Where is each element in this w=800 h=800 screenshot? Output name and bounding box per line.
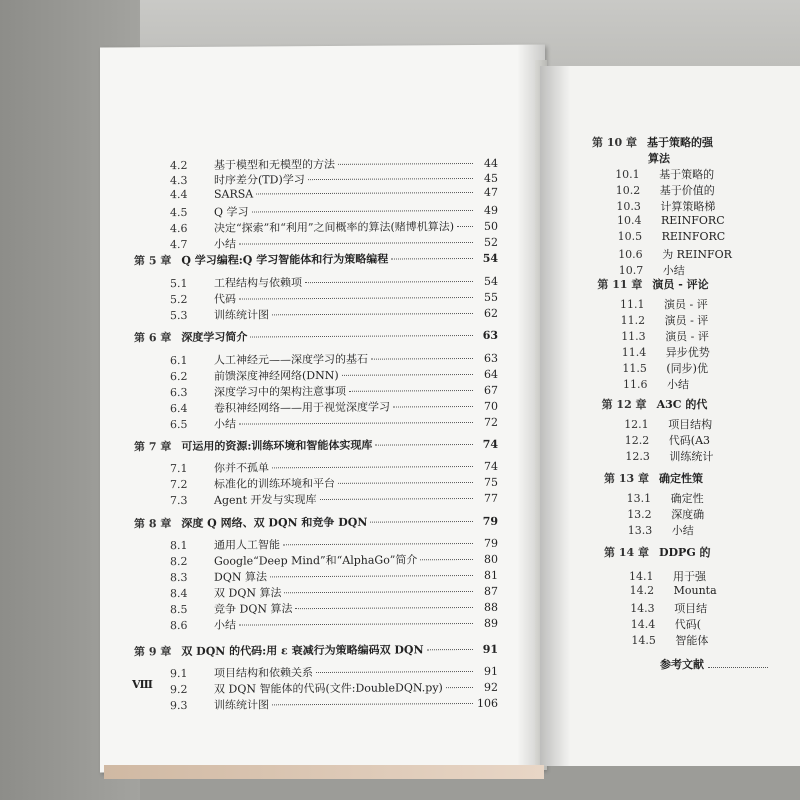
toc-title: 项目结 (674, 602, 708, 615)
toc-title: Agent 开发与实现库 (214, 493, 317, 507)
toc-leader-dots (305, 281, 473, 283)
toc-section-entry (617, 214, 725, 227)
toc-number: 10.1 (615, 168, 640, 181)
toc-title: 确定性 (670, 492, 704, 505)
toc-title: REINFORC (661, 214, 725, 227)
toc-page-number: 67 (484, 383, 498, 397)
toc-title: 通用人工智能 (214, 538, 280, 552)
toc-leader-dots (338, 163, 473, 165)
toc-title: DQN 算法 (214, 570, 267, 584)
toc-title: REINFORC (661, 230, 726, 243)
toc-chapter-entry (604, 544, 711, 560)
toc-number: 5.2 (170, 292, 188, 307)
toc-number: 第 6 章 (134, 331, 172, 345)
toc-page-number: 74 (484, 459, 498, 473)
toc-number: 7.3 (170, 493, 188, 508)
toc-chapter-entry (604, 470, 703, 486)
toc-number: 8.2 (170, 554, 188, 569)
toc-title: 小结 (662, 264, 685, 277)
toc-section-entry (624, 416, 712, 432)
toc-leader-dots (393, 406, 473, 408)
toc-page-number: 77 (484, 491, 498, 505)
toc-title: 你并不孤单 (214, 461, 269, 475)
toc-section-entry (615, 166, 714, 182)
toc-page-number: 47 (484, 185, 498, 199)
toc-section-entry (620, 296, 708, 312)
toc-section-entry (616, 182, 715, 198)
toc-title: 深度学习中的架构注意事项 (214, 384, 346, 399)
toc-page-number: 74 (482, 437, 498, 451)
toc-number: 13.2 (627, 508, 652, 521)
toc-title: 演员 - 评 (665, 330, 709, 343)
toc-leader-dots (375, 444, 473, 446)
toc-title: Q 学习编程:Q 学习智能体和行为策略编程 (181, 252, 389, 267)
toc-number: 5.1 (170, 276, 188, 291)
toc-title: 卷积神经网络——用于视觉深度学习 (214, 400, 390, 415)
toc-section-entry (625, 448, 713, 464)
toc-number: 10.7 (618, 264, 644, 277)
toc-chapter-entry (134, 327, 498, 346)
toc-section-entry (170, 695, 498, 713)
toc-title: 双 DQN 智能体的代码(文件:DoubleDQN.py) (214, 681, 443, 696)
toc-number: 第 8 章 (134, 517, 172, 531)
toc-section-entry (170, 615, 498, 633)
toc-page-number: 50 (484, 219, 498, 233)
toc-leader-dots (239, 422, 473, 425)
toc-chapter-entry (597, 276, 708, 292)
toc-title: 双 DQN 算法 (214, 586, 282, 600)
toc-number: 8.4 (170, 586, 188, 601)
toc-chapter-entry (602, 396, 708, 412)
toc-page-number: 70 (484, 399, 498, 413)
toc-title: 小结 (671, 524, 694, 537)
toc-number: 4.3 (170, 173, 188, 188)
toc-page-number: 62 (484, 306, 498, 320)
toc-number: 4.2 (170, 158, 188, 173)
toc-title: 基于策略的 (659, 168, 715, 181)
toc-title: 项目结构和依赖关系 (214, 666, 313, 680)
toc-leader-dots (272, 703, 473, 705)
toc-title: Google“Deep Mind”和“AlphaGo”简介 (214, 553, 418, 568)
toc-page-number: 106 (477, 696, 498, 710)
toc-section-entry (623, 376, 689, 392)
toc-title: 基于价值的 (659, 184, 715, 197)
toc-leader-dots (708, 667, 768, 668)
toc-title: (同步)优 (666, 362, 708, 375)
toc-number: 7.1 (170, 461, 188, 476)
toc-title: Mounta (673, 584, 717, 597)
toc-title: 训练统计 (669, 450, 714, 463)
toc-section-entry (630, 584, 717, 597)
toc-title: 训练统计图 (214, 698, 269, 712)
right-page (540, 66, 800, 766)
toc-title: 小结 (667, 378, 689, 391)
toc-page-number: 79 (484, 536, 498, 550)
toc-section-entry (625, 432, 710, 448)
toc-page-number: 79 (482, 514, 498, 528)
toc-section-entry (170, 414, 498, 432)
toc-number: 11.2 (620, 314, 646, 327)
toc-section-entry (627, 490, 704, 506)
toc-leader-dots (250, 335, 473, 338)
toc-page-number: 72 (484, 415, 498, 429)
toc-leader-dots (457, 226, 473, 227)
toc-page-number: 87 (484, 584, 498, 598)
toc-section-entry (629, 568, 706, 584)
toc-number: 10.5 (617, 230, 643, 243)
toc-number: 10.4 (617, 214, 642, 227)
toc-title: 可运用的资源:训练环境和智能体实现库 (181, 438, 373, 453)
toc-section-entry (622, 344, 710, 360)
toc-number: 9.3 (170, 698, 188, 713)
toc-title: 代码 (214, 292, 236, 306)
toc-section-entry (631, 632, 708, 648)
toc-title: 竞争 DQN 算法 (214, 602, 293, 616)
toc-number: 12.1 (624, 418, 649, 431)
toc-title: 演员 - 评 (664, 298, 708, 311)
toc-page-number: 92 (484, 680, 498, 694)
toc-section-entry (622, 360, 708, 376)
toc-number: 10.3 (616, 200, 641, 213)
toc-title: 算法 (648, 152, 670, 165)
toc-leader-dots (342, 374, 473, 376)
toc-page-number: 63 (484, 351, 498, 365)
toc-leader-dots (308, 178, 473, 180)
toc-number: 11.6 (623, 378, 648, 391)
toc-leader-dots (239, 623, 473, 626)
toc-chapter-entry (592, 134, 713, 150)
toc-title: 小结 (214, 237, 236, 251)
toc-page-number: 89 (484, 616, 498, 630)
toc-number: 第 9 章 (134, 645, 172, 659)
toc-page-number: 49 (484, 203, 498, 217)
toc-leader-dots (371, 358, 473, 360)
book-cover-edge (104, 765, 544, 779)
toc-title: 深度 Q 网络、双 DQN 和竞争 DQN (181, 515, 368, 530)
toc-number: 6.2 (170, 369, 188, 384)
toc-number: 4.4 (170, 187, 188, 202)
toc-title: 用于强 (673, 570, 706, 583)
toc-number: 11.4 (621, 346, 647, 359)
toc-number: 10.2 (615, 184, 641, 197)
toc-title: 代码(A3 (668, 434, 711, 447)
toc-number: 4.7 (170, 237, 188, 252)
toc-number: 8.5 (170, 602, 188, 617)
toc-number: 10.6 (618, 248, 643, 261)
toc-number: 第 5 章 (134, 254, 172, 268)
toc-leader-dots (391, 258, 473, 260)
toc-section-entry (616, 198, 715, 214)
toc-number: 6.4 (170, 401, 188, 416)
toc-title: 标准化的训练环境和平台 (214, 476, 335, 491)
toc-section-entry (170, 186, 498, 201)
toc-section-entry (170, 490, 498, 508)
toc-number: 14.1 (629, 570, 654, 583)
toc-page-number: 52 (484, 235, 498, 249)
toc-title: SARSA (214, 187, 254, 201)
toc-page-number: 55 (484, 290, 498, 304)
toc-number: 5.3 (170, 308, 188, 323)
toc-section-entry (630, 600, 707, 616)
toc-number: 9.2 (170, 682, 188, 697)
toc-number: 6.1 (170, 353, 188, 368)
toc-page-number: 75 (484, 475, 498, 489)
toc-number: 8.3 (170, 570, 188, 585)
toc-title: 确定性策 (658, 472, 703, 485)
toc-title: 训练统计图 (214, 308, 269, 322)
toc-number: 第 12 章 (601, 398, 647, 411)
toc-leader-dots (270, 575, 473, 577)
toc-leader-dots (370, 521, 473, 523)
toc-section-entry (628, 522, 694, 538)
toc-section-entry (618, 230, 726, 243)
toc-leader-dots (252, 210, 473, 213)
toc-title: 参考文献 (660, 658, 704, 671)
toc-number: 8.1 (170, 538, 188, 553)
toc-title: 工程结构与依赖项 (214, 276, 302, 290)
toc-title: DDPG 的 (658, 546, 711, 559)
toc-leader-dots (283, 543, 473, 545)
toc-title: 基于策略的强 (646, 136, 713, 149)
toc-title: 前馈深度神经网络(DNN) (214, 368, 339, 383)
toc-page-number: 64 (484, 367, 498, 381)
toc-number: 6.5 (170, 417, 188, 432)
toc-section-entry (631, 616, 701, 632)
toc-leader-dots (338, 482, 473, 484)
toc-title: 小结 (214, 618, 236, 632)
toc-section-entry (621, 328, 709, 344)
toc-number: 4.5 (170, 205, 188, 220)
toc-title: 演员 - 评 (664, 314, 709, 327)
toc-leader-dots (239, 297, 473, 300)
toc-chapter-entry (134, 436, 498, 455)
toc-number: 9.1 (170, 666, 188, 681)
toc-number: 7.2 (170, 477, 188, 492)
toc-page-number: 63 (482, 328, 498, 342)
page-fold-shadow (540, 66, 570, 766)
toc-chapter-entry (134, 513, 498, 532)
toc-chapter-entry (660, 656, 768, 672)
toc-number: 第 13 章 (604, 472, 649, 485)
toc-number: 6.3 (170, 385, 188, 400)
toc-page-number: 54 (482, 251, 498, 265)
toc-title: 异步优势 (665, 346, 710, 359)
toc-number: 14.3 (630, 602, 655, 615)
toc-page-number: 91 (482, 642, 498, 656)
toc-leader-dots (272, 313, 473, 315)
toc-title: 深度确 (671, 508, 705, 521)
toc-section-entry (618, 246, 732, 262)
toc-title: A3C 的代 (656, 398, 708, 411)
toc-leader-dots (284, 591, 473, 593)
toc-number: 12.3 (625, 450, 650, 463)
toc-page-number: 80 (484, 552, 498, 566)
toc-number: 13.3 (627, 524, 653, 537)
toc-chapter-entry (134, 641, 498, 660)
toc-page-number: 91 (484, 664, 498, 678)
toc-title: 决定“探索”和“利用”之间概率的算法(赌博机算法) (214, 220, 455, 235)
toc-section-entry (170, 305, 498, 323)
left-page (100, 44, 545, 772)
toc-title: 人工神经元——深度学习的基石 (214, 352, 368, 367)
toc-number: 12.2 (624, 434, 650, 447)
toc-title: 演员 - 评论 (652, 278, 709, 291)
toc-leader-dots (420, 559, 473, 560)
toc-number: 第 14 章 (604, 546, 649, 559)
toc-title: 双 DQN 的代码:用 ε 衰减行为策略编码双 DQN (181, 643, 424, 658)
toc-leader-dots (320, 498, 474, 500)
toc-number: 11.1 (620, 298, 645, 311)
toc-number: 第 10 章 (592, 136, 637, 149)
toc-page-number: 44 (484, 156, 498, 170)
toc-section-entry (621, 312, 709, 328)
toc-title: 小结 (214, 417, 236, 431)
page-folio: Ⅷ (132, 678, 153, 691)
toc-leader-dots (272, 466, 473, 468)
toc-page-number: 54 (484, 274, 498, 288)
toc-chapter-entry (134, 250, 498, 269)
toc-number: 第 7 章 (134, 440, 172, 454)
toc-title: 代码( (674, 618, 702, 631)
toc-leader-dots (256, 192, 473, 195)
toc-number: 4.6 (170, 221, 188, 236)
toc-title: 基于模型和无模型的方法 (214, 157, 335, 172)
toc-leader-dots (239, 242, 473, 245)
toc-chapter-entry (648, 150, 670, 166)
toc-leader-dots (427, 649, 473, 650)
toc-number: 11.3 (621, 330, 646, 343)
toc-number: 11.5 (622, 362, 647, 375)
toc-number: 14.4 (630, 618, 656, 631)
toc-title: 项目结构 (668, 418, 713, 431)
toc-title: 深度学习简介 (181, 330, 248, 344)
toc-section-entry (627, 506, 704, 522)
toc-leader-dots (316, 671, 473, 673)
toc-title: 计算策略梯 (660, 200, 716, 213)
toc-number: 14.5 (631, 634, 656, 647)
toc-number: 14.2 (629, 584, 655, 597)
toc-page-number: 88 (484, 600, 498, 614)
toc-leader-dots (295, 607, 473, 609)
toc-title: Q 学习 (214, 205, 249, 219)
toc-title: 为 REINFOR (662, 248, 732, 261)
toc-number: 第 11 章 (597, 278, 643, 291)
toc-title: 时序差分(TD)学习 (214, 173, 305, 187)
toc-title: 智能体 (675, 634, 709, 647)
toc-page-number: 45 (484, 171, 498, 185)
toc-page-number: 81 (484, 568, 498, 582)
toc-number: 8.6 (170, 618, 188, 633)
toc-number: 13.1 (626, 492, 652, 505)
toc-leader-dots (349, 390, 473, 392)
toc-leader-dots (446, 687, 473, 688)
